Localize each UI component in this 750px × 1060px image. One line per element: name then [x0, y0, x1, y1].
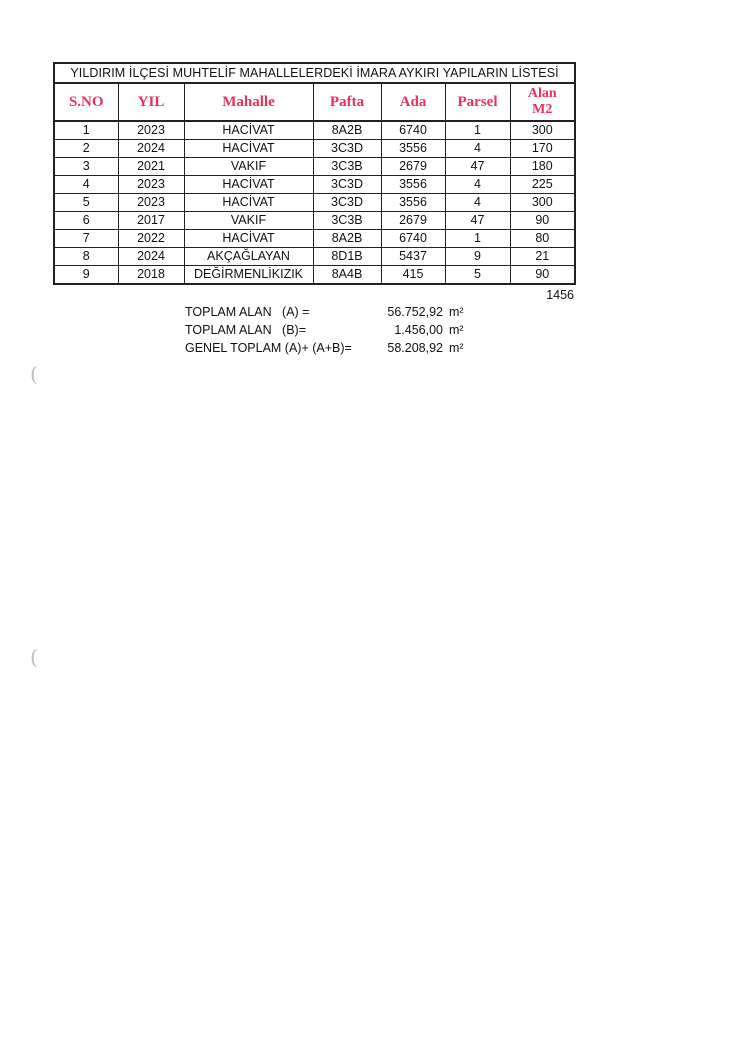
cell-alan: 90: [510, 212, 575, 230]
table-row: [54, 212, 575, 230]
summary-label: TOPLAM ALAN (B)=: [185, 323, 306, 337]
cell-alan: 225: [510, 176, 575, 194]
cell-pafta: 3C3B: [313, 212, 381, 230]
column-header-alan: Alan M2: [510, 83, 575, 121]
summary-row-a: [185, 305, 485, 323]
cell-ada: 3556: [381, 194, 445, 212]
cell-mahalle: VAKIF: [184, 158, 313, 176]
cell-parsel: 9: [445, 248, 510, 266]
table-title: YILDIRIM İLÇESİ MUHTELİF MAHALLELERDEKİ İMARA AYKIRI YAPILARIN LİSTESİ: [54, 63, 575, 83]
cell-pafta: 3C3B: [313, 158, 381, 176]
cell-sno: 9: [54, 266, 118, 285]
column-header-mahalle: Mahalle: [184, 83, 313, 121]
cell-sno: 1: [54, 121, 118, 140]
table-row: [54, 230, 575, 248]
cell-yil: 2024: [118, 248, 184, 266]
cell-mahalle: HACİVAT: [184, 140, 313, 158]
cell-pafta: 3C3D: [313, 140, 381, 158]
cell-ada: 5437: [381, 248, 445, 266]
cell-parsel: 4: [445, 194, 510, 212]
cell-parsel: 4: [445, 176, 510, 194]
cell-sno: 2: [54, 140, 118, 158]
table-row: [54, 194, 575, 212]
cell-yil: 2022: [118, 230, 184, 248]
cell-yil: 2023: [118, 194, 184, 212]
cell-yil: 2018: [118, 266, 184, 285]
cell-yil: 2023: [118, 176, 184, 194]
table-body: [54, 121, 575, 284]
summary-unit: m²: [449, 323, 464, 337]
summary-unit: m²: [449, 341, 464, 355]
header-row: [54, 83, 575, 121]
cell-alan: 21: [510, 248, 575, 266]
summary-row-total: [185, 341, 485, 359]
cell-pafta: 3C3D: [313, 176, 381, 194]
summary-value: 56.752,92: [387, 305, 443, 319]
summary-block: [185, 305, 485, 359]
cell-pafta: 8A2B: [313, 230, 381, 248]
cell-alan: 90: [510, 266, 575, 285]
cell-ada: 6740: [381, 121, 445, 140]
cell-alan: 300: [510, 194, 575, 212]
cell-ada: 3556: [381, 140, 445, 158]
cell-sno: 7: [54, 230, 118, 248]
cell-sno: 6: [54, 212, 118, 230]
cell-mahalle: HACİVAT: [184, 194, 313, 212]
cell-pafta: 8A4B: [313, 266, 381, 285]
cell-sno: 3: [54, 158, 118, 176]
cell-mahalle: HACİVAT: [184, 121, 313, 140]
table-total: 1456: [546, 288, 574, 302]
column-header-ada: Ada: [381, 83, 445, 121]
document-sheet: [53, 62, 574, 302]
cell-sno: 5: [54, 194, 118, 212]
cell-yil: 2023: [118, 121, 184, 140]
cell-ada: 6740: [381, 230, 445, 248]
cell-alan: 80: [510, 230, 575, 248]
cell-mahalle: AKÇAĞLAYAN: [184, 248, 313, 266]
cell-parsel: 1: [445, 121, 510, 140]
cell-mahalle: VAKIF: [184, 212, 313, 230]
cell-yil: 2021: [118, 158, 184, 176]
cell-yil: 2024: [118, 140, 184, 158]
column-header-parsel: Parsel: [445, 83, 510, 121]
scan-punch-mark: (: [30, 645, 38, 669]
table-row: [54, 121, 575, 140]
scan-punch-mark: (: [30, 362, 38, 386]
summary-value: 1.456,00: [394, 323, 443, 337]
summary-unit: m²: [449, 305, 464, 319]
summary-value: 58.208,92: [387, 341, 443, 355]
cell-yil: 2017: [118, 212, 184, 230]
cell-alan: 180: [510, 158, 575, 176]
cell-ada: 2679: [381, 158, 445, 176]
cell-alan: 300: [510, 121, 575, 140]
summary-label: TOPLAM ALAN (A) =: [185, 305, 310, 319]
cell-pafta: 8A2B: [313, 121, 381, 140]
summary-row-b: [185, 323, 485, 341]
table-row: [54, 266, 575, 285]
cell-parsel: 47: [445, 212, 510, 230]
cell-mahalle: HACİVAT: [184, 176, 313, 194]
summary-label: GENEL TOPLAM (A)+ (A+B)=: [185, 341, 352, 355]
cell-parsel: 5: [445, 266, 510, 285]
table-row: [54, 140, 575, 158]
cell-pafta: 8D1B: [313, 248, 381, 266]
cell-ada: 2679: [381, 212, 445, 230]
cell-ada: 3556: [381, 176, 445, 194]
column-header-pafta: Pafta: [313, 83, 381, 121]
table-row: [54, 158, 575, 176]
cell-sno: 8: [54, 248, 118, 266]
column-header-sno: S.NO: [54, 83, 118, 121]
cell-parsel: 4: [445, 140, 510, 158]
cell-parsel: 47: [445, 158, 510, 176]
cell-mahalle: DEĞİRMENLİKIZIK: [184, 266, 313, 285]
cell-parsel: 1: [445, 230, 510, 248]
cell-pafta: 3C3D: [313, 194, 381, 212]
table-row: [54, 176, 575, 194]
table-row: [54, 248, 575, 266]
cell-alan: 170: [510, 140, 575, 158]
illegal-buildings-table: [53, 62, 576, 285]
cell-mahalle: HACİVAT: [184, 230, 313, 248]
cell-sno: 4: [54, 176, 118, 194]
column-header-yil: YIL: [118, 83, 184, 121]
cell-ada: 415: [381, 266, 445, 285]
